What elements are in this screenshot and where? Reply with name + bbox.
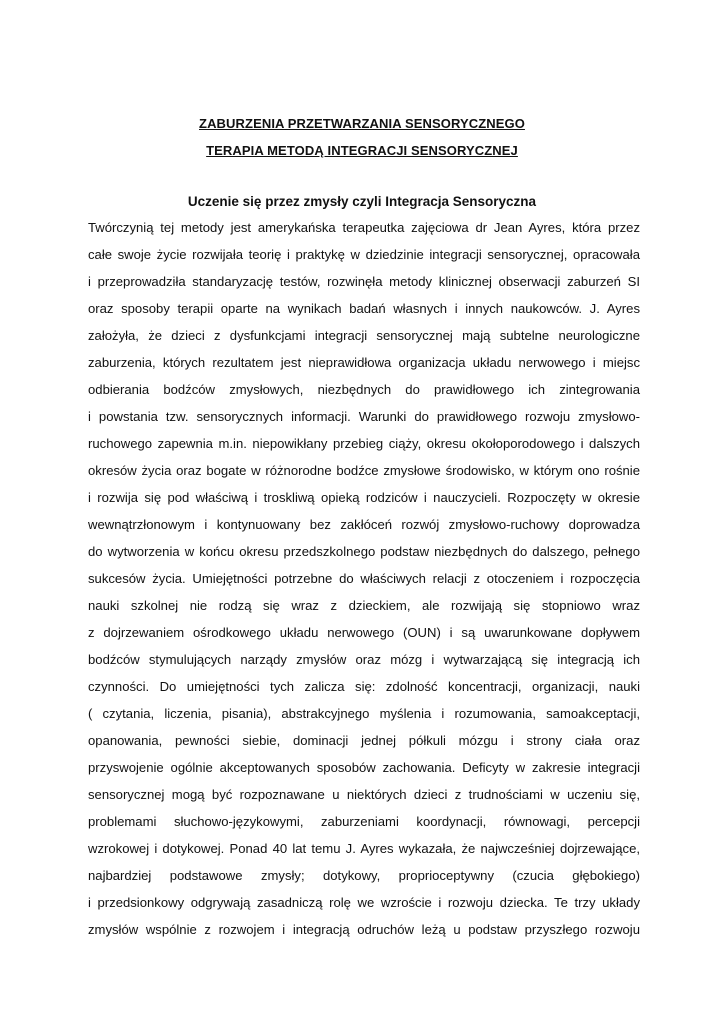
paragraph-line: sukcesów życia. Umiejętności potrzebne do właściwych relacji z otoczeniem i rozpoczęcia [88,571,640,586]
paragraph-line: zmysłów wspólnie z rozwojem i integracją odruchów leżą u podstaw przyszłego rozwoju [88,922,640,937]
paragraph-line: całe swoje życie rozwijała teorię i praktykę w dziedzinie integracji sensorycznej, opracowała [88,247,640,262]
paragraph-line: czynności. Do umiejętności tych zalicza się: zdolność koncentracji, organizacji, nauki [88,679,640,694]
paragraph-line: sensorycznej mogą być rozpoznawane u niektórych dzieci z trudnościami w uczeniu się, [88,787,640,802]
document-title-line-1: ZABURZENIA PRZETWARZANIA SENSORYCZNEGO [199,116,525,131]
paragraph-line: założyła, że dzieci z dysfunkcjami integracji sensorycznej mają subtelne neurologiczne [88,328,640,343]
paragraph-line: i przeprowadziła standaryzację testów, rozwinęła metody klinicznej obserwacji zaburzeń SI [88,274,640,289]
paragraph-line: najbardziej podstawowe zmysły; dotykowy, proprioceptywny (czucia głębokiego) [88,868,640,883]
paragraph-line: nauki szkolnej nie rodzą się wraz z dzieckiem, ale rozwijają się stopniowo wraz [88,598,640,613]
section-subtitle: Uczenie się przez zmysły czyli Integracja Sensoryczna [187,194,537,209]
paragraph-line: oraz sposoby terapii oparte na wynikach badań własnych i innych naukowców. J. Ayres [88,301,640,316]
paragraph-line: wzrokowej i dotykowej. Ponad 40 lat temu J. Ayres wykazała, że najwcześniej dojrzewające, [88,841,640,856]
paragraph-line: Twórczynią tej metody jest amerykańska terapeutka zajęciowa dr Jean Ayres, która przez [88,220,640,235]
paragraph-line: do wytworzenia w końcu okresu przedszkolnego podstaw niezbędnych do dalszego, pełnego [88,544,640,559]
paragraph-line: odbierania bodźców zmysłowych, niezbędnych do prawidłowego ich zintegrowania [88,382,640,397]
paragraph-line: i rozwija się pod właściwą i troskliwą opieką rodziców i nauczycieli. Rozpoczęty w okresie [88,490,640,505]
document-title-line-2: TERAPIA METODĄ INTEGRACJI SENSORYCZNEJ [206,143,518,158]
paragraph-line: i przedsionkowy odgrywają zasadniczą rolę we wzroście i rozwoju dziecka. Te trzy układy [88,895,640,910]
paragraph-line: opanowania, pewności siebie, dominacji jednej półkuli mózgu i strony ciała oraz [88,733,640,748]
paragraph-line: wewnątrzłonowym i kontynuowany bez zakłóceń rozwój zmysłowo-ruchowy doprowadza [88,517,640,532]
body-paragraph [88,214,640,943]
paragraph-line: ruchowego zapewnia m.in. niepowikłany przebieg ciąży, okresu okołoporodowego i dalszych [88,436,640,451]
paragraph-line: ( czytania, liczenia, pisania), abstrakcyjnego myślenia i rozumowania, samoakceptacji, [88,706,640,721]
paragraph-line: przyswojenie ogólnie akceptowanych sposobów zachowania. Deficyty w zakresie integracji [88,760,640,775]
paragraph-line: bodźców stymulujących narządy zmysłów oraz mózg i wytwarzającą się integracją ich [88,652,640,667]
paragraph-line: z dojrzewaniem ośrodkowego układu nerwowego (OUN) i są uwarunkowane dopływem [88,625,640,640]
paragraph-line: zaburzenia, których rezultatem jest nieprawidłowa organizacja układu nerwowego i miejsc [88,355,640,370]
paragraph-line: problemami słuchowo-językowymi, zaburzeniami koordynacji, równowagi, percepcji [88,814,640,829]
paragraph-line: okresów życia oraz bogate w różnorodne bodźce zmysłowe środowisko, w którym ono rośnie [88,463,640,478]
paragraph-line: i powstania tzw. sensorycznych informacji. Warunki do prawidłowego rozwoju zmysłowo- [88,409,640,424]
